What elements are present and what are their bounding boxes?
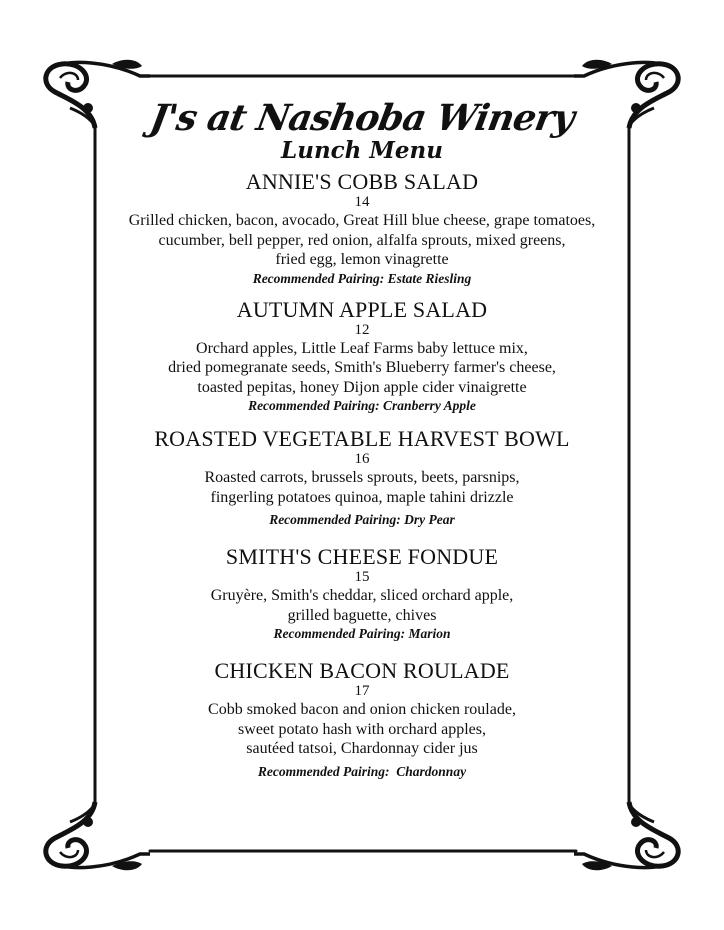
item-pairing: Recommended Pairing: Chardonnay <box>257 763 467 779</box>
item-description: Gruyère, Smith's cheddar, sliced orchard apple, grilled baguette, chives <box>210 587 514 624</box>
item-price: 14 <box>354 194 370 210</box>
item-name: ROASTED VEGETABLE HARVEST BOWL <box>154 426 570 451</box>
item-name: ANNIE'S COBB SALAD <box>245 169 479 194</box>
item-pairing: Recommended Pairing: Dry Pear <box>269 512 455 527</box>
item-pairing: Recommended Pairing: Marion <box>273 626 451 641</box>
restaurant-name: J's at Nashoba Winery <box>147 97 577 139</box>
flourish-bottom-right <box>574 802 678 870</box>
item-name: AUTUMN APPLE SALAD <box>236 296 488 322</box>
item-price: 15 <box>354 569 370 585</box>
menu-item-cobb-salad <box>100 170 624 288</box>
item-description: Cobb smoked bacon and onion chicken roulade, sweet potato hash with orchard apples, sautéed tatsoi, Chardonnay cider jus <box>208 701 516 757</box>
menu-content <box>100 98 624 781</box>
item-name: SMITH'S CHEESE FONDUE <box>225 544 499 569</box>
item-pairing: Recommended Pairing: Estate Riesling <box>252 270 472 286</box>
item-price: 17 <box>354 683 370 699</box>
item-pairing: Recommended Pairing: Cranberry Apple <box>248 398 476 413</box>
menu-item-chicken-roulade <box>100 659 624 781</box>
item-description: Orchard apples, Little Leaf Farms baby lettuce mix, dried pomegranate seeds, Smith's Blueberry farmer's cheese, toasted pepitas, honey Dijon apple cider vinaigrette <box>168 339 556 396</box>
menu-item-harvest-bowl <box>100 427 624 529</box>
menu-subtitle: Lunch Menu <box>281 137 443 164</box>
item-description: Roasted carrots, brussels sprouts, beets, parsnips, fingerling potatoes quinoa, maple tahini drizzle <box>204 469 520 506</box>
item-description: Grilled chicken, bacon, avocado, Great Hill blue cheese, grape tomatoes, cucumber, bell pepper, red onion, alfalfa sprouts, mixed greens, fried egg, lemon vinagrette <box>128 212 596 268</box>
item-price: 16 <box>354 451 370 467</box>
flourish-bottom-left <box>46 802 150 870</box>
item-price: 12 <box>354 321 370 338</box>
item-name: CHICKEN BACON ROULADE <box>214 658 510 683</box>
menu-item-cheese-fondue <box>100 545 624 643</box>
menu-item-apple-salad <box>100 298 624 416</box>
